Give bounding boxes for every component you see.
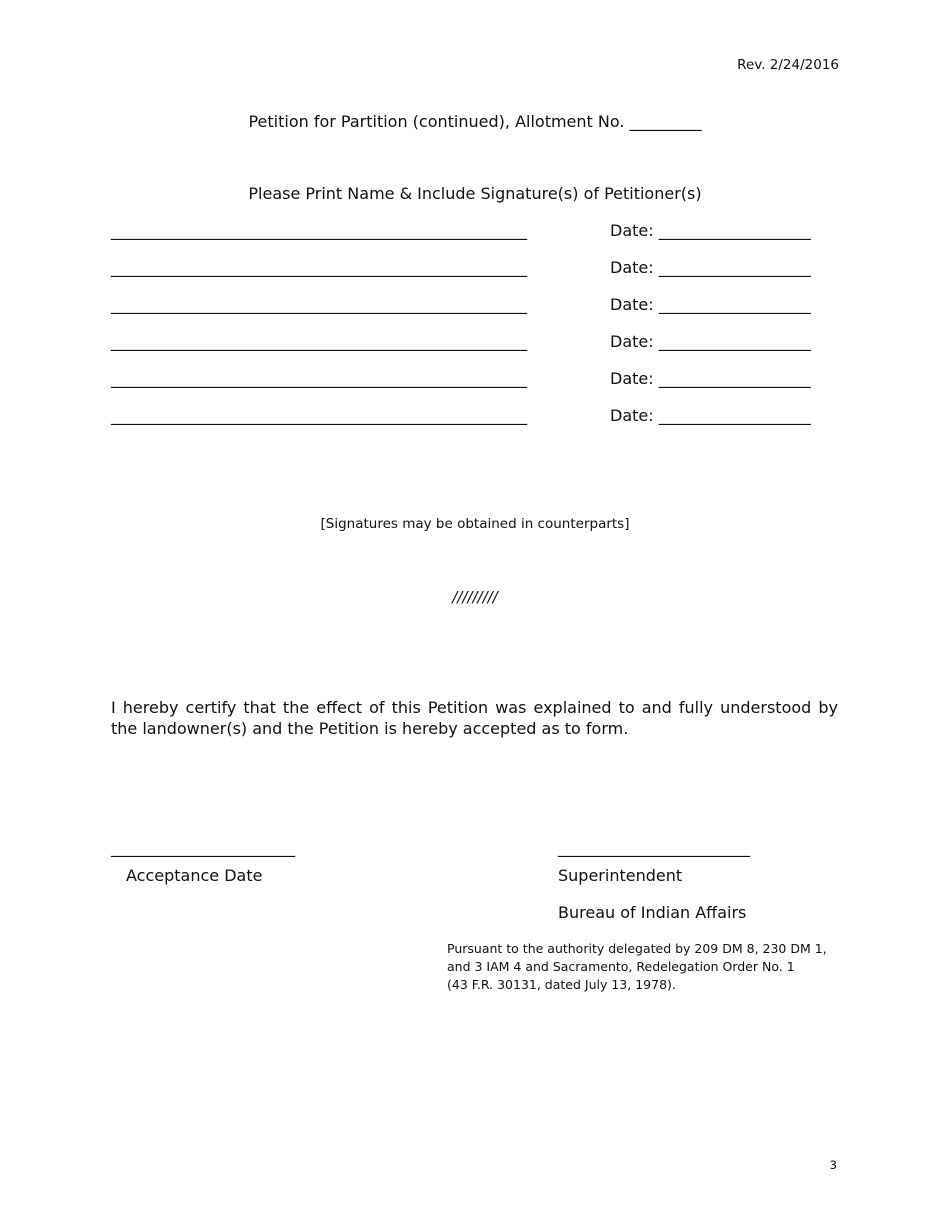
authority-note [447, 940, 847, 994]
date-field[interactable]: Date: ___________________ [610, 295, 811, 314]
authority-line-2: and 3 IAM 4 and Sacramento, Redelegation Order No. 1 [447, 959, 795, 974]
signature-row [111, 258, 831, 280]
authority-line-3: (43 F.R. 30131, dated July 13, 1978). [447, 977, 676, 992]
signature-row [111, 406, 831, 428]
page-number: 3 [829, 1158, 837, 1172]
page-title: Petition for Partition (continued), Allotment No. _________ [248, 112, 702, 131]
date-field[interactable]: Date: ___________________ [610, 406, 811, 425]
petitioner-instruction: Please Print Name & Include Signature(s) of Petitioner(s) [248, 184, 702, 203]
signature-row [111, 221, 831, 243]
date-field[interactable]: Date: ___________________ [610, 369, 811, 388]
counterparts-note: [Signatures may be obtained in counterparts] [320, 516, 630, 532]
date-field[interactable]: Date: ___________________ [610, 332, 811, 351]
superintendent-label: Superintendent [558, 866, 683, 885]
superintendent-signature-line[interactable]: ________________________ [558, 838, 750, 857]
signature-row [111, 332, 831, 354]
signature-line[interactable]: ____________________________________________________ [111, 406, 527, 425]
signature-row [111, 295, 831, 317]
date-field[interactable]: Date: ___________________ [610, 258, 811, 277]
authority-line-1: Pursuant to the authority delegated by 209 DM 8, 230 DM 1, [447, 941, 827, 956]
date-field[interactable]: Date: ___________________ [610, 221, 811, 240]
signature-line[interactable]: ____________________________________________________ [111, 369, 527, 388]
signature-line[interactable]: ____________________________________________________ [111, 258, 527, 277]
signature-line[interactable]: ____________________________________________________ [111, 295, 527, 314]
acceptance-date-label: Acceptance Date [126, 866, 263, 885]
signature-line[interactable]: ____________________________________________________ [111, 221, 527, 240]
revision-label: Rev. 2/24/2016 [737, 57, 839, 73]
acceptance-date-line[interactable]: _______________________ [111, 838, 295, 857]
signature-line[interactable]: ____________________________________________________ [111, 332, 527, 351]
section-separator: ///////// [452, 588, 498, 606]
signature-row [111, 369, 831, 391]
agency-label: Bureau of Indian Affairs [558, 903, 747, 922]
certification-text: I hereby certify that the effect of this Petition was explained to and fully understood by the landowner(s) and the Petition is hereby accepted as to form. [111, 698, 838, 738]
